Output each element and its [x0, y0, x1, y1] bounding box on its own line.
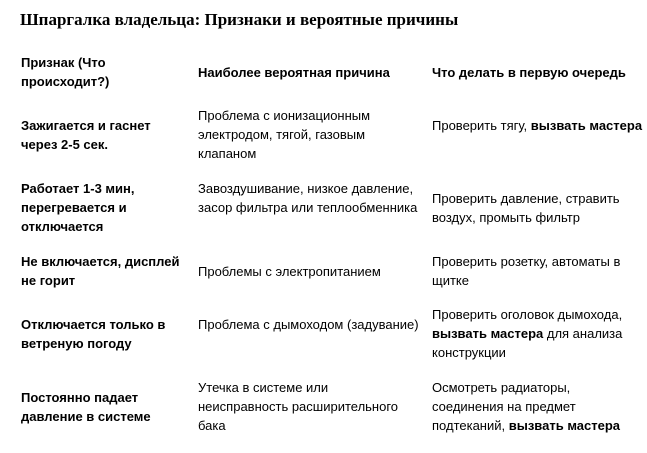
row-1-action	[432, 116, 644, 135]
row-4-action-emphasis: вызвать мастера	[432, 326, 544, 341]
row-2-symptom: Работает 1-3 мин, перегревается и отключается	[21, 181, 135, 234]
row-1-action-emphasis: вызвать мастера	[530, 118, 643, 133]
row-3-action-text: Проверить розетку, автоматы в щитке	[432, 254, 621, 288]
row-4-cause: Проблема с дымоходом (задувание)	[198, 317, 419, 332]
row-1-action-text: Проверить тягу,	[432, 118, 531, 133]
row-4-action-tail: для анализа конструкции	[432, 326, 623, 360]
row-5-symptom: Постоянно падает давление в системе	[21, 390, 151, 424]
row-4-symptom: Отключается только в ветреную погоду	[21, 317, 166, 351]
row-4-action-text: Проверить оголовок дымохода,	[432, 307, 623, 322]
row-2-action	[432, 189, 644, 227]
row-2-cause: Завоздушивание, низкое давление, засор фильтра или теплообменника	[198, 181, 418, 215]
row-3-cause: Проблемы с электропитанием	[198, 264, 381, 279]
row-5-action	[432, 378, 644, 435]
row-4-action	[432, 305, 644, 362]
row-1-cause: Проблема с ионизационным электродом, тягой, газовым клапаном	[198, 108, 371, 161]
row-3-action	[432, 252, 644, 290]
row-5-action-emphasis: вызвать мастера	[508, 418, 620, 433]
row-5-cause: Утечка в системе или неисправность расширительного бака	[198, 380, 399, 433]
row-5-action-text: Осмотреть радиаторы, соединения на предмет подтеканий,	[432, 380, 576, 433]
row-3-symptom: Не включается, дисплей не горит	[21, 254, 180, 288]
row-2-action-text: Проверить давление, стравить воздух, промыть фильтр	[432, 191, 620, 225]
header-symptom: Признак (Что происходит?)	[21, 55, 110, 89]
header-cause: Наиболее вероятная причина	[198, 65, 390, 80]
header-action: Что делать в первую очередь	[432, 65, 626, 80]
page-title: Шпаргалка владельца: Признаки и вероятные причины	[20, 10, 459, 29]
row-1-symptom: Зажигается и гаснет через 2-5 сек.	[21, 118, 151, 152]
